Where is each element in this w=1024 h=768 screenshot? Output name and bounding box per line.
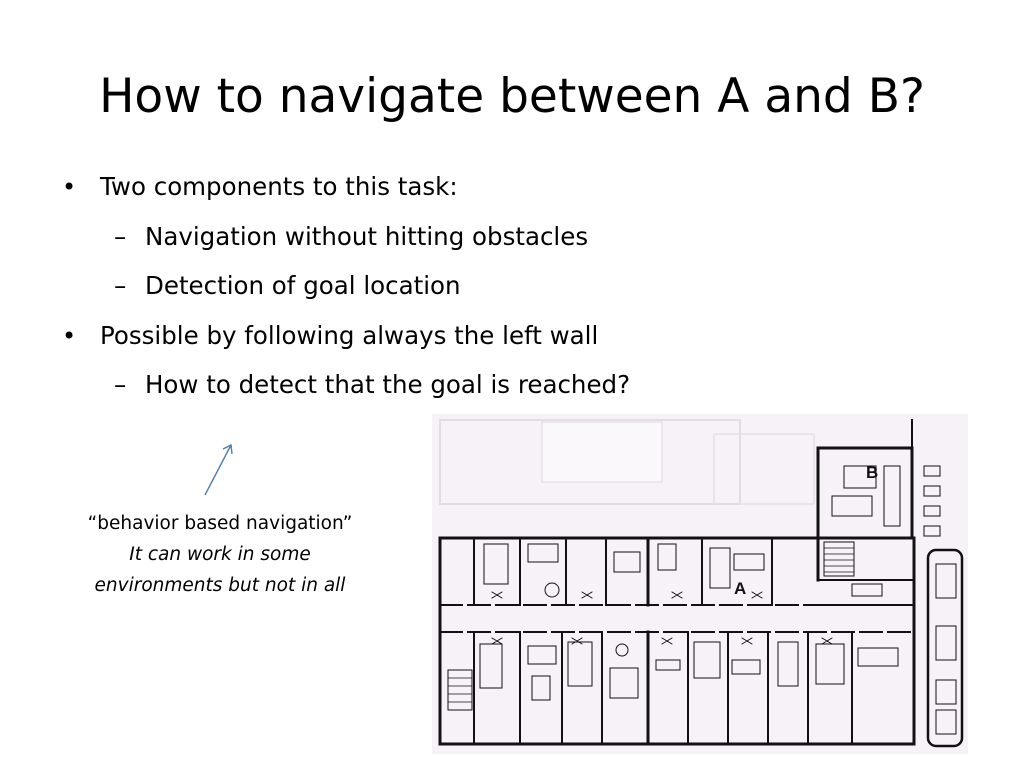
floor-plan-image bbox=[432, 414, 968, 754]
note-line: environments but not in all bbox=[94, 575, 346, 596]
bullet-list bbox=[0, 0, 700, 420]
bullet-text: Detection of goal location bbox=[145, 271, 461, 300]
bullet-text: Possible by following always the left wall bbox=[100, 321, 599, 350]
dash-marker: – bbox=[114, 222, 127, 251]
slide-title: How to navigate between A and B? bbox=[99, 69, 925, 124]
bullet-marker: • bbox=[62, 322, 77, 350]
floor-plan-background bbox=[432, 414, 968, 754]
label-b: B bbox=[866, 463, 879, 482]
note-quote: “behavior based navigation” bbox=[87, 513, 353, 534]
annotation-note bbox=[50, 508, 390, 601]
note-line: It can work in some bbox=[129, 544, 311, 565]
bullet-text: Navigation without hitting obstacles bbox=[145, 222, 589, 251]
bullet-text: Two components to this task: bbox=[100, 172, 458, 201]
bullet-marker: • bbox=[62, 173, 77, 201]
dash-marker: – bbox=[114, 271, 127, 300]
dash-marker: – bbox=[114, 370, 127, 399]
label-a: A bbox=[734, 579, 747, 598]
bullet-text: How to detect that the goal is reached? bbox=[145, 370, 631, 399]
arrow-icon bbox=[195, 435, 245, 505]
